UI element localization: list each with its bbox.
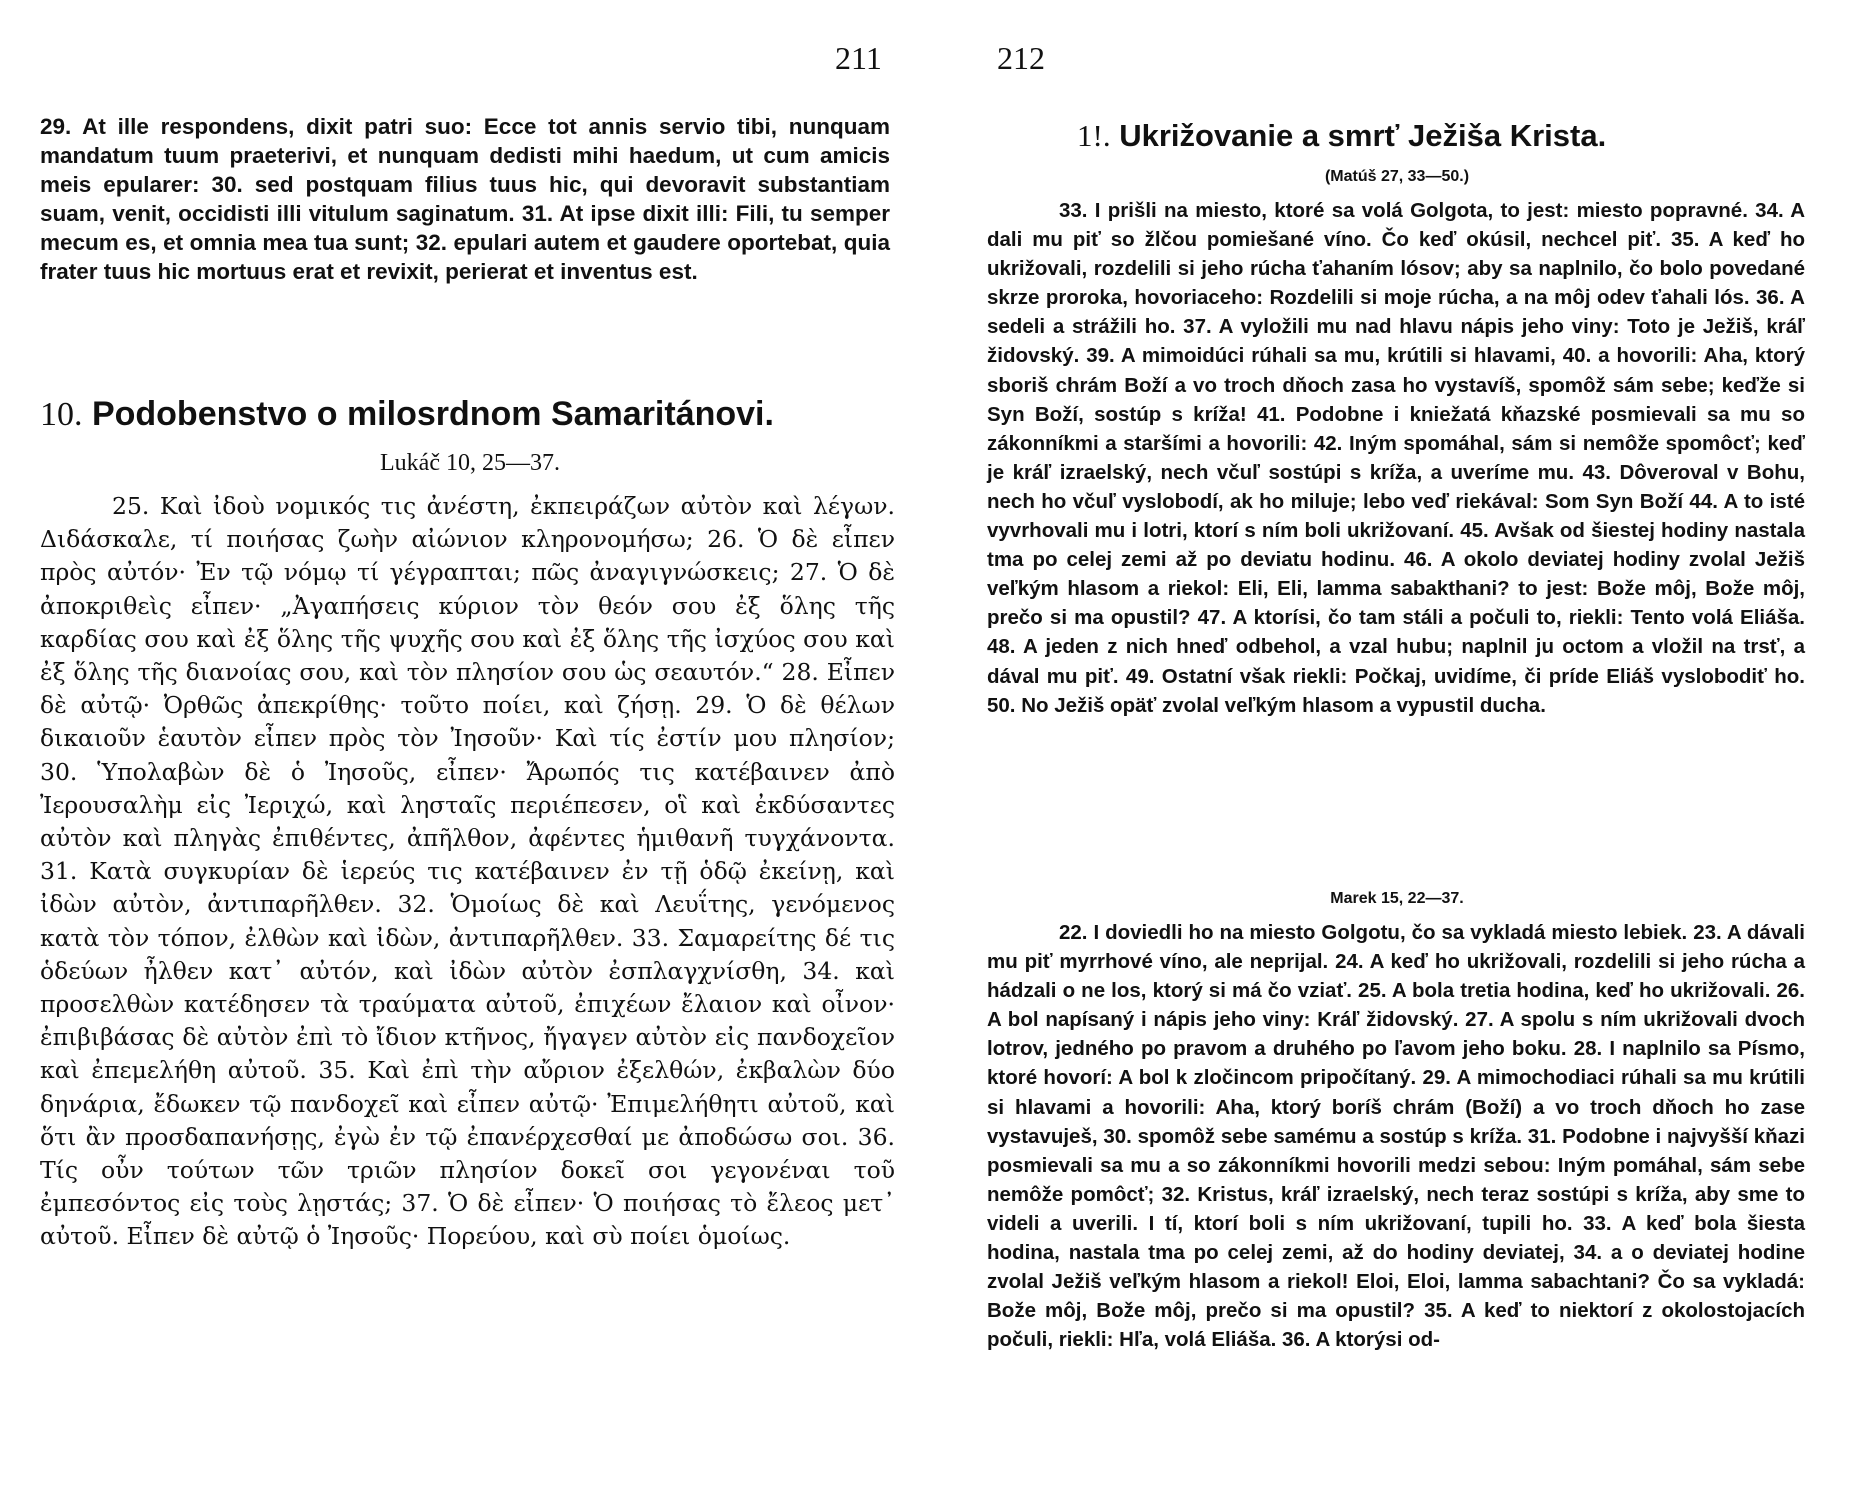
section-heading-left [40, 395, 900, 434]
page-number-left: 211 [835, 40, 882, 76]
mark-paragraph: 22. I doviedli ho na miesto Golgotu, čo sa vykladá miesto lebiek. 23. A dávali mu piť myrrhové víno, ale neprijal. 24. A keď ho ukrižovali, rozdelili si jeho rúcha a hádzali o ne los, ktorý si má čo vziať. 25. A bola tretia hodina, keď ho ukrižovali. 26. A bol napísaný i nápis jeho viny: Kráľ židovský. 27. A spolu s ním ukrižovali dvoch lotrov, jedného po pravom a druhého po ľavom jeho boku. 28. I naplnilo sa Písmo, ktoré hovorí: A bol k zločincom pripočítaný. 29. A mimochodiaci rúhali sa mu krútili si hlavami a hovorili: Aha, ktorý boríš chrám (Boží) a vo troch dňoch ho zase vystavuješ, 30. spomôž sebe samému a sostúp s kríža. 31. Podobne i najvyšší kňazi posmievali sa mu a so zákonníkmi hovorili medzi sebou: Iným pomáhal, sám sebe nemôže pomôcť; 32. Kristus, kráľ izraelský, nech teraz sostúpi s kríža, aby sme to videli a uverili. I tí, ktorí boli s ním ukrižovaní, tupili ho. 33. A keď bola šiesta hodina, nastala tma po celej zemi, až do hodiny deviatej, 34. a o deviatej hodine zvolal Ježiš veľkým hlasom a riekol! Eloi, Eloi, lamma sabachtani? Čo sa vykladá: Bože môj, Bože môj, prečo si ma opustil? 35. A keď to niektorí z okolostojacích počuli, riekli: Hľa, volá Eliáša. 36. A ktorýsi od- [987, 921, 1805, 1352]
bible-reference-matthew: (Matúš 27, 33—50.) [1324, 168, 1470, 185]
section-number-right: 1!. [1077, 118, 1111, 153]
bible-reference-luke: Lukáč 10, 25—37. [380, 450, 560, 476]
right-page [937, 0, 1874, 1500]
latin-paragraph: 29. At ille respondens, dixit patri suo: Ecce tot annis servio tibi, nunquam mandatum tuum praeterivi, et nunquam dedisti mihi haedum, ut cum amicis meis epularer: 30. sed postquam filius tuus hic, qui devoravit substantiam suam, venit, occidisti illi vitulum saginatum. 31. At ipse dixit illi: Fili, tu semper mecum es, et omnia mea tua sunt; 32. epulari autem et gaudere oportebat, quia frater tuus hic mortuus erat et revixit, perierat et inventus est. [40, 114, 890, 284]
section-title-left: Podobenstvo o milosrdnom Samaritánovi. [91, 395, 774, 433]
section-title-right: Ukrižovanie a smrť Ježiša Krista. [1119, 118, 1607, 153]
greek-paragraph: 25. Καὶ ἰδοὺ νομικός τις ἀνέστη, ἐκπειράζων αὐτὸν καὶ λέγων. Διδάσκαλε, τί ποιήσας ζωὴν αἰώνιον κληρονομήσω; 26. Ὁ δὲ εἶπεν πρὸς αὐτόν· Ἐν τῷ νόμῳ τί γέγραπται; πῶς ἀναγιγνώσκεις; 27. Ὁ δὲ ἀποκριθεὶς εἶπεν· „Ἀγαπήσεις κύριον τὸν θεόν σου ἐξ ὅλης τῆς καρδίας σου καὶ ἐξ ὅλης τῆς ψυχῆς σου καὶ ἐξ ὅλης τῆς ἰσχύος σου καὶ ἐξ ὅλης τῆς διανοίας σου, καὶ τὸν πλησίον σου ὡς σεαυτόν.“ 28. Εἶπεν δὲ αὐτῷ· Ὀρθῶς ἀπεκρίθης· τοῦτο ποίει, καὶ ζήσῃ. 29. Ὁ δὲ θέλων δικαιοῦν ἑαυτὸν εἶπεν πρὸς τὸν Ἰησοῦν· Καὶ τίς ἐστίν μου πλησίον; 30. Ὑπολαβὼν δὲ ὁ Ἰησοῦς, εἶπεν· Ἄρωπός τις κατέβαινεν ἀπὸ Ἰερουσαλὴμ εἰς Ἰεριχώ, καὶ λησταῖς περιέπεσεν, οἳ καὶ ἐκδύσαντες αὐτὸν καὶ πληγὰς ἐπιθέντες, ἀπῆλθον, ἀφέντες ἡμιθανῆ τυγχάνοντα. 31. Κατὰ συγκυρίαν δὲ ἱερεύς τις κατέβαινεν ἐν τῇ ὁδῷ ἐκείνῃ, καὶ ἰδὼν αὐτὸν, ἀντιπαρῆλθεν. 32. Ὁμοίως δὲ καὶ Λευΐτης, γενόμενος κατὰ τὸν τόπον, ἐλθὼν καὶ ἰδὼν, ἀντιπαρῆλθεν. 33. Σαμαρείτης δέ τις ὁδεύων ἦλθεν κατ᾽ αὐτόν, καὶ ἰδὼν αὐτὸν ἐσπλαγχνίσθη, 34. καὶ προσελθὼν κατέδησεν τὰ τραύματα αὐτοῦ, ἐπιχέων ἔλαιον καὶ οἶνον· ἐπιβιβάσας δὲ αὐτὸν ἐπὶ τὸ ἴδιον κτῆνος, ἤγαγεν αὐτὸν εἰς πανδοχεῖον καὶ ἐπεμελήθη αὐτοῦ. 35. Καὶ ἐπὶ τὴν αὔριον ἐξελθών, ἐκβαλὼν δύο δηνάρια, ἔδωκεν τῷ πανδοχεῖ καὶ εἶπεν αὐτῷ· Ἐπιμελήθητι αὐτοῦ, καὶ ὅτι ἂν προσδαπανήσῃς, ἐγὼ ἐν τῷ ἐπανέρχεσθαί με ἀποδώσω σοι. 36. Τίς οὖν τούτων τῶν τριῶν πλησίον δοκεῖ σοι γεγονέναι τοῦ ἐμπεσόντος εἰς τοὺς λῃστάς; 37. Ὁ δὲ εἶπεν· Ὁ ποιήσας τὸ ἔλεος μετ᾽ αὐτοῦ. Εἶπεν δὲ αὐτῷ ὁ Ἰησοῦς· Πορεύου, καὶ σὺ ποίει ὁμοίως. [40, 492, 895, 1251]
section-number-left: 10. [40, 396, 83, 433]
page-number-right: 212 [997, 40, 1045, 76]
section-heading-right [1077, 118, 1777, 154]
bible-reference-mark: Marek 15, 22—37. [1330, 890, 1464, 907]
matthew-paragraph: 33. I prišli na miesto, ktoré sa volá Golgota, to jest: miesto popravné. 34. A dali mu piť so žlčou pomiešané víno. Čo keď okúsil, nechcel piť. 35. A keď ho ukrižovali, rozdelili si jeho rúcha ťahaním lósov; aby sa naplnilo, čo bolo povedané skrze proroka, hovoriaceho: Rozdelili si moje rúcha, a na môj odev ťahali lós. 36. A sedeli a strážili ho. 37. A vyložili mu nad hlavu nápis jeho viny: Toto je Ježiš, kráľ židovský. 39. A mimoidúci rúhali sa mu, krútili si hlavami, 40. a hovorili: Aha, ktorý sboriš chrám Boží a vo troch dňoch zasa ho vystavíš, spomôž sám sebe; keďže si Syn Boží, sostúp s kríža! 41. Podobne i kniežatá kňazské posmievali sa mu so zákonníkmi a staršími a hovorili: 42. Iným spomáhal, sám si nemôže spomôcť; keď je kráľ izraelský, nech včuľ sostúpi s kríža, a uveríme mu. 43. Dôveroval v Bohu, nech ho včuľ vyslobodí, ak ho miluje; lebo veď riekával: Som Syn Boží 44. A to isté vyvrhovali mu i lotri, ktorí s ním boli ukrižovaní. 45. Avšak od šiestej hodiny nastala tma po celej zemi až po deviatu hodinu. 46. A okolo deviatej hodiny zvolal Ježiš veľkým hlasom a riekol: Eli, Eli, lamma sabakthani? to jest: Bože môj, Bože môj, prečo si ma opustil? 47. A ktorísi, čo tam stáli a počuli to, riekli: Tento volá Eliáša. 48. A jeden z nich hneď odbehol, a vzal hubu; naplnil ju octom a vložil na trsť, a dával mu piť. 49. Ostatní však riekli: Počkaj, uvidíme, či príde Eliáš vyslobodiť ho. 50. No Ježiš opäť zvolal veľkým hlasom a vypustil ducha. [987, 199, 1805, 717]
